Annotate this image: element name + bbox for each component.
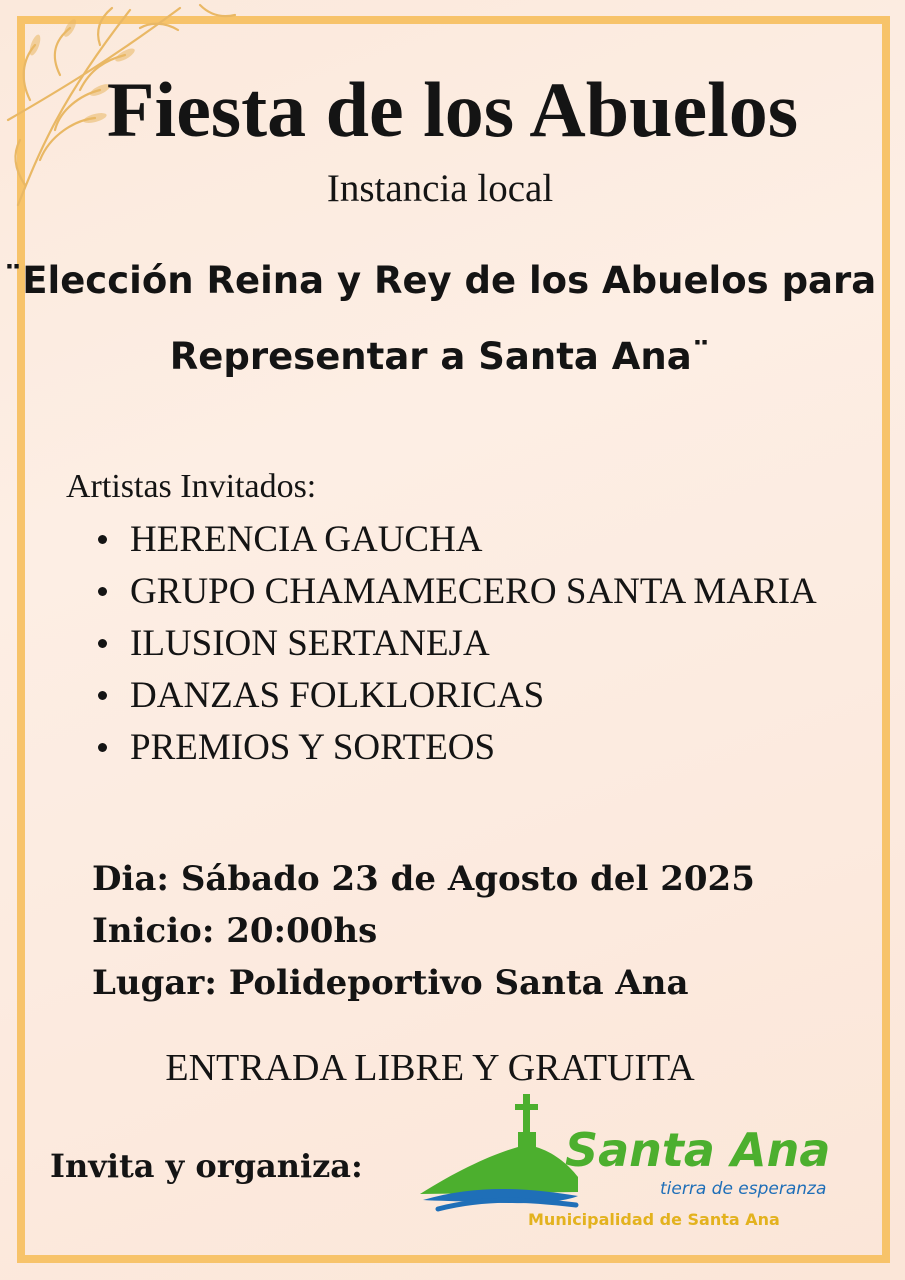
- poster-subtitle: Instancia local: [326, 167, 554, 210]
- artist-item: ILUSION SERTANEJA: [95, 618, 830, 670]
- artist-item: DANZAS FOLKLORICAS: [95, 670, 830, 722]
- artist-item: HERENCIA GAUCHA: [95, 514, 830, 566]
- event-details: [92, 853, 755, 1009]
- artists-list: [95, 514, 830, 774]
- artists-heading: Artistas Invitados:: [66, 468, 317, 505]
- event-start: Inicio: 20:00hs: [92, 911, 378, 951]
- poster-title: Fiesta de los Abuelos: [106, 66, 799, 153]
- hill-icon: [420, 1132, 578, 1194]
- artist-item: PREMIOS Y SORTEOS: [95, 722, 830, 774]
- organizer-label: Invita y organiza:: [50, 1147, 363, 1185]
- logo-tagline: tierra de esperanza: [660, 1179, 827, 1199]
- logo-municipality: Municipalidad de Santa Ana: [528, 1210, 780, 1229]
- artist-item: GRUPO CHAMAMECERO SANTA MARIA: [95, 566, 830, 618]
- election-title: ¨Elección Reina y Rey de los Abuelos para Representar a Santa Ana¨: [3, 259, 877, 378]
- entry-notice: ENTRADA LIBRE Y GRATUITA: [165, 1047, 695, 1089]
- cross-icon: [515, 1094, 538, 1134]
- event-place: Lugar: Polideportivo Santa Ana: [92, 963, 689, 1003]
- event-date: Dia: Sábado 23 de Agosto del 2025: [92, 859, 755, 899]
- logo-name: Santa Ana: [565, 1123, 831, 1177]
